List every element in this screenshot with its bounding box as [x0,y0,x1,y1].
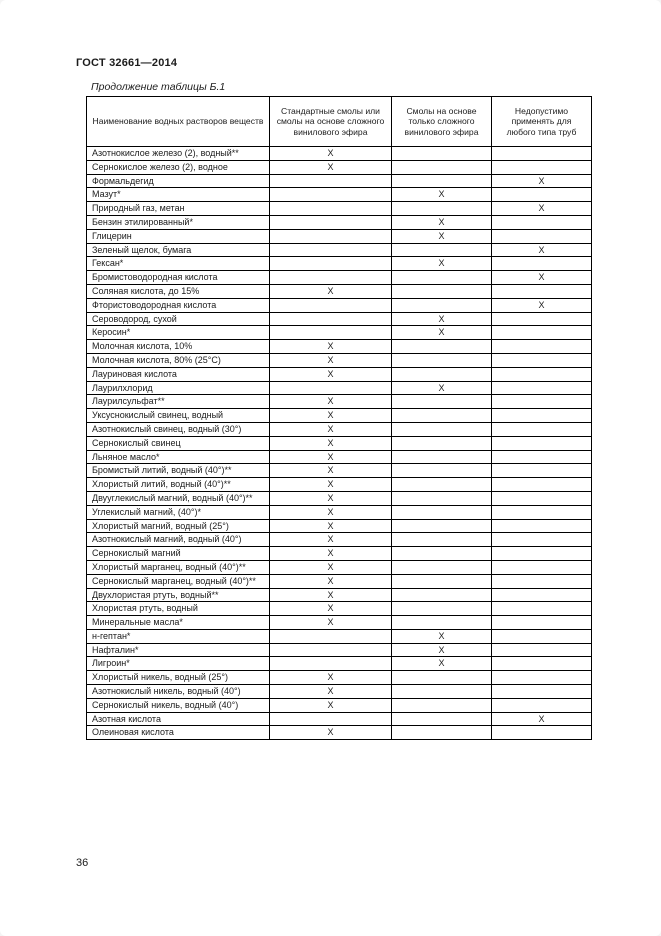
table-row [87,243,592,257]
mark-empty [492,685,592,699]
mark-empty [492,215,592,229]
substance-name: Азотная кислота [87,712,270,726]
mark-empty [392,560,492,574]
substance-name: Зеленый щелок, бумага [87,243,270,257]
mark-empty [492,147,592,161]
mark-empty [392,202,492,216]
table-row [87,616,592,630]
mark-x: X [270,602,392,616]
table-row [87,574,592,588]
mark-empty [492,395,592,409]
mark-empty [270,298,392,312]
mark-x: X [392,381,492,395]
substance-name: Мазут* [87,188,270,202]
header-standard-resins: Стандартные смолы или смолы на основе сложного винилового эфира [270,97,392,147]
mark-x: X [270,560,392,574]
mark-empty [492,588,592,602]
mark-empty [270,243,392,257]
substance-name: н-гептан* [87,629,270,643]
mark-empty [392,340,492,354]
substance-name: Льняное масло* [87,450,270,464]
mark-empty [270,657,392,671]
mark-empty [392,450,492,464]
table-row [87,312,592,326]
table-row [87,147,592,161]
mark-x: X [270,147,392,161]
mark-empty [392,147,492,161]
table-caption: Продолжение таблицы Б.1 [91,81,226,93]
substance-name: Фтористоводородная кислота [87,298,270,312]
substance-name: Молочная кислота, 10% [87,340,270,354]
mark-empty [492,409,592,423]
substance-name: Азотнокислый магний, водный (40°) [87,533,270,547]
table-row [87,726,592,740]
substance-name: Глицерин [87,229,270,243]
mark-empty [492,602,592,616]
mark-empty [270,215,392,229]
substance-name: Формальдегид [87,174,270,188]
mark-x: X [270,574,392,588]
mark-empty [270,188,392,202]
table-row [87,436,592,450]
mark-empty [392,298,492,312]
table-row [87,505,592,519]
substance-name: Бромистоводородная кислота [87,271,270,285]
substance-name: Хлористый литий, водный (40°)** [87,478,270,492]
substance-name: Бензин этилированный* [87,215,270,229]
mark-empty [270,381,392,395]
mark-x: X [492,174,592,188]
substance-name: Хлористый марганец, водный (40°)** [87,560,270,574]
mark-empty [392,533,492,547]
mark-empty [392,547,492,561]
mark-empty [392,160,492,174]
mark-empty [492,422,592,436]
mark-empty [392,436,492,450]
table-body [87,147,592,740]
mark-empty [492,450,592,464]
mark-empty [392,602,492,616]
mark-empty [492,519,592,533]
mark-x: X [270,685,392,699]
substance-name: Хлористый никель, водный (25°) [87,671,270,685]
mark-x: X [270,547,392,561]
mark-x: X [270,450,392,464]
substance-name: Олеиновая кислота [87,726,270,740]
substance-name: Минеральные масла* [87,616,270,630]
document-number: ГОСТ 32661—2014 [76,57,178,69]
mark-empty [392,491,492,505]
table-row [87,229,592,243]
table-row [87,698,592,712]
substance-name: Лаурилсульфат** [87,395,270,409]
mark-empty [270,174,392,188]
table-row [87,643,592,657]
table-row [87,712,592,726]
substance-name: Уксуснокислый свинец, водный [87,409,270,423]
mark-empty [392,353,492,367]
mark-empty [392,616,492,630]
mark-empty [392,284,492,298]
mark-x: X [270,491,392,505]
substance-name: Сернокислый никель, водный (40°) [87,698,270,712]
mark-x: X [270,367,392,381]
table-row [87,257,592,271]
table-row [87,202,592,216]
mark-x: X [392,326,492,340]
table-row [87,160,592,174]
table-row [87,188,592,202]
table-row [87,409,592,423]
table-row [87,381,592,395]
mark-empty [392,464,492,478]
mark-empty [392,243,492,257]
substance-name: Гексан* [87,257,270,271]
mark-x: X [492,298,592,312]
substance-name: Сернокислое железо (2), водное [87,160,270,174]
mark-x: X [270,588,392,602]
table-row [87,174,592,188]
mark-empty [492,257,592,271]
mark-empty [492,726,592,740]
table-row [87,533,592,547]
mark-empty [392,271,492,285]
mark-empty [492,381,592,395]
mark-x: X [392,188,492,202]
table-row [87,685,592,699]
substance-name: Хлористая ртуть, водный [87,602,270,616]
mark-x: X [270,616,392,630]
mark-x: X [392,629,492,643]
table-row [87,491,592,505]
mark-empty [392,698,492,712]
mark-empty [270,229,392,243]
table-row [87,215,592,229]
mark-empty [392,574,492,588]
substance-name: Природный газ, метан [87,202,270,216]
mark-empty [492,533,592,547]
table-row [87,271,592,285]
mark-empty [492,436,592,450]
table-row [87,671,592,685]
mark-empty [492,616,592,630]
substance-name: Лауриновая кислота [87,367,270,381]
mark-x: X [392,257,492,271]
mark-empty [492,312,592,326]
header-substance-name: Наименование водных растворов веществ [87,97,270,147]
mark-x: X [492,271,592,285]
mark-x: X [270,409,392,423]
mark-x: X [270,464,392,478]
substance-name: Нафталин* [87,643,270,657]
mark-empty [492,160,592,174]
mark-empty [492,643,592,657]
table-row [87,298,592,312]
substance-name: Лаурилхлорид [87,381,270,395]
mark-x: X [492,712,592,726]
mark-empty [392,588,492,602]
mark-x: X [492,243,592,257]
table-row [87,478,592,492]
mark-empty [392,409,492,423]
table-row [87,367,592,381]
mark-x: X [270,422,392,436]
mark-empty [392,726,492,740]
mark-x: X [392,643,492,657]
mark-empty [492,574,592,588]
mark-empty [492,353,592,367]
mark-empty [392,685,492,699]
mark-x: X [392,215,492,229]
substance-name: Азотнокислое железо (2), водный** [87,147,270,161]
substance-name: Сернокислый свинец [87,436,270,450]
mark-x: X [270,160,392,174]
mark-empty [270,257,392,271]
mark-empty [392,367,492,381]
table-row [87,588,592,602]
table-row [87,395,592,409]
mark-empty [492,340,592,354]
mark-empty [492,671,592,685]
substance-name: Углекислый магний, (40°)* [87,505,270,519]
mark-x: X [492,202,592,216]
table-row [87,422,592,436]
table-row [87,629,592,643]
table-row [87,340,592,354]
mark-x: X [270,519,392,533]
table-row [87,519,592,533]
table-row [87,326,592,340]
table-row [87,657,592,671]
mark-x: X [270,533,392,547]
mark-empty [392,712,492,726]
mark-x: X [270,726,392,740]
mark-x: X [270,284,392,298]
mark-empty [492,326,592,340]
mark-empty [270,202,392,216]
mark-empty [492,505,592,519]
mark-empty [492,229,592,243]
mark-x: X [270,436,392,450]
mark-empty [492,491,592,505]
substance-name: Сернокислый магний [87,547,270,561]
mark-x: X [392,657,492,671]
mark-empty [392,519,492,533]
mark-empty [492,188,592,202]
mark-empty [270,312,392,326]
substance-name: Азотнокислый свинец, водный (30°) [87,422,270,436]
mark-x: X [270,478,392,492]
table-header [87,97,592,147]
mark-empty [270,712,392,726]
page-number: 36 [76,857,89,869]
mark-x: X [392,229,492,243]
header-vinyl-ester-resins: Смолы на основе только сложного винилового эфира [392,97,492,147]
mark-empty [270,629,392,643]
mark-x: X [270,353,392,367]
substance-name: Лигроин* [87,657,270,671]
substance-name: Хлористый магний, водный (25°) [87,519,270,533]
mark-empty [392,478,492,492]
substance-name: Соляная кислота, до 15% [87,284,270,298]
table-row [87,450,592,464]
substance-name: Двухлористая ртуть, водный** [87,588,270,602]
mark-empty [492,560,592,574]
substance-name: Сероводород, сухой [87,312,270,326]
header-not-allowed: Недопустимо применять для любого типа труб [492,97,592,147]
mark-empty [492,657,592,671]
table-row [87,560,592,574]
mark-empty [392,174,492,188]
substance-name: Двууглекислый магний, водный (40°)** [87,491,270,505]
mark-empty [492,547,592,561]
table-row [87,547,592,561]
substance-name: Бромистый литий, водный (40°)** [87,464,270,478]
mark-x: X [270,340,392,354]
mark-x: X [392,312,492,326]
substance-name: Сернокислый марганец, водный (40°)** [87,574,270,588]
table-row [87,602,592,616]
mark-empty [392,395,492,409]
mark-empty [270,271,392,285]
table-row [87,464,592,478]
mark-x: X [270,395,392,409]
mark-empty [392,505,492,519]
substances-table [86,96,592,740]
mark-empty [270,326,392,340]
mark-empty [392,671,492,685]
substance-name: Азотнокислый никель, водный (40°) [87,685,270,699]
table-row [87,353,592,367]
table-row [87,284,592,298]
mark-empty [492,464,592,478]
mark-x: X [270,698,392,712]
mark-empty [492,478,592,492]
mark-empty [492,367,592,381]
mark-empty [270,643,392,657]
mark-empty [492,284,592,298]
mark-empty [392,422,492,436]
substance-name: Керосин* [87,326,270,340]
substance-name: Молочная кислота, 80% (25°C) [87,353,270,367]
header-row [87,97,592,147]
mark-empty [492,698,592,712]
table-container [86,96,591,740]
mark-empty [492,629,592,643]
mark-x: X [270,505,392,519]
mark-x: X [270,671,392,685]
